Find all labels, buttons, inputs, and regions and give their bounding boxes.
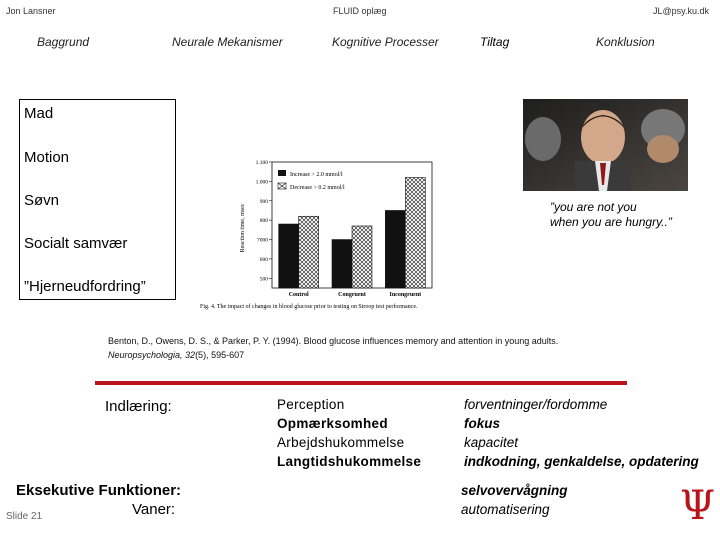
psi-logo-icon: Ψ [680,483,716,529]
nav-kognitive-processer[interactable]: Kognitive Processer [332,35,439,49]
y-tick-label: 500 [259,276,268,283]
detail-selvovervaagning: selvovervågning [461,483,568,498]
box-item-mad: Mad [24,105,54,122]
bar-congruent-decrease [352,226,372,288]
quote-line-2: when you are hungry..” [550,215,672,229]
hungry-man-photo [523,99,688,191]
eksekutive-label: Eksekutive Funktioner: [16,482,182,499]
y-tick-label: 7000 [257,237,268,244]
tiltag-list-box [19,99,176,300]
box-item-hjerneudfordring: ”Hjerneudfordring” [24,278,146,295]
legend-increase: Increase > 2.0 mmol/l [290,172,343,178]
process-perception: Perception [277,397,345,412]
legend-decrease: Decrease > 0.2 mmol/l [290,185,345,191]
presentation-title: FLUID oplæg [333,6,387,16]
glucose-figure [200,158,510,313]
detail-forventninger: forventninger/fordomme [464,397,608,412]
bar-control-increase [279,224,299,288]
x-tick-label: Congruent [338,292,366,298]
process-langtidshukommelse: Langtidshukommelse [277,454,422,469]
hungry-quote [550,200,672,230]
slide-number: Slide 21 [6,511,43,522]
author-name: Jon Lansner [6,6,56,16]
process-opmaerksomhed: Opmærksomhed [277,416,388,431]
y-tick-label: 900 [259,198,268,205]
process-list [277,395,421,471]
x-tick-label: Incongruent [389,292,422,298]
citation [108,334,558,362]
y-tick-label: 1.000 [255,179,268,186]
detail-kapacitet: kapacitet [464,435,519,450]
detail-automatisering: automatisering [461,502,550,517]
y-axis-label: Reaction time, msec [240,203,246,253]
y-tick-label: 600 [259,256,268,263]
box-item-motion: Motion [24,149,70,166]
y-tick-label: 800 [259,218,268,225]
legend-swatch-increase [278,170,286,176]
citation-issue-pages: (5), 595-607 [195,350,245,360]
author-email: JL@psy.ku.dk [653,6,709,16]
exec-detail-list [461,481,568,519]
bar-incongruent-decrease [405,178,425,288]
nav-neurale-mekanismer[interactable]: Neurale Mekanismer [172,35,283,49]
citation-line-2 [108,348,558,362]
quote-line-1: ”you are not you [550,200,637,214]
chart-area [256,160,432,298]
nav-konklusion[interactable]: Konklusion [596,35,655,49]
nav-tiltag[interactable]: Tiltag [480,35,510,49]
box-item-soevn: Søvn [24,192,60,209]
bar-congruent-increase [332,240,352,288]
bar-incongruent-increase [385,210,405,288]
indlaering-label: Indlæring: [105,398,172,415]
citation-journal: Neuropsychologia, 32 [108,350,196,360]
bar-control-decrease [299,216,319,288]
box-item-socialt: Socialt samvær [24,235,128,252]
detail-fokus: fokus [464,416,501,431]
x-tick-label: Control [288,292,309,298]
figure-caption: Fig. 4. The impact of changes in blood glucose prior to testing on Stroop test performance. [200,304,418,310]
divider-bar [95,381,627,385]
detail-indkodning: indkodning, genkaldelse, opdatering [464,454,699,469]
y-tick-label: 1.100 [255,160,268,166]
vaner-label: Vaner: [132,501,176,518]
citation-line-1: Benton, D., Owens, D. S., & Parker, P. Y. (1994). Blood glucose influences memory and attention in young adults. [108,336,559,346]
process-detail-list [464,395,699,471]
nav-baggrund[interactable]: Baggrund [37,35,90,49]
process-arbejdshukommelse: Arbejdshukommelse [277,435,405,450]
